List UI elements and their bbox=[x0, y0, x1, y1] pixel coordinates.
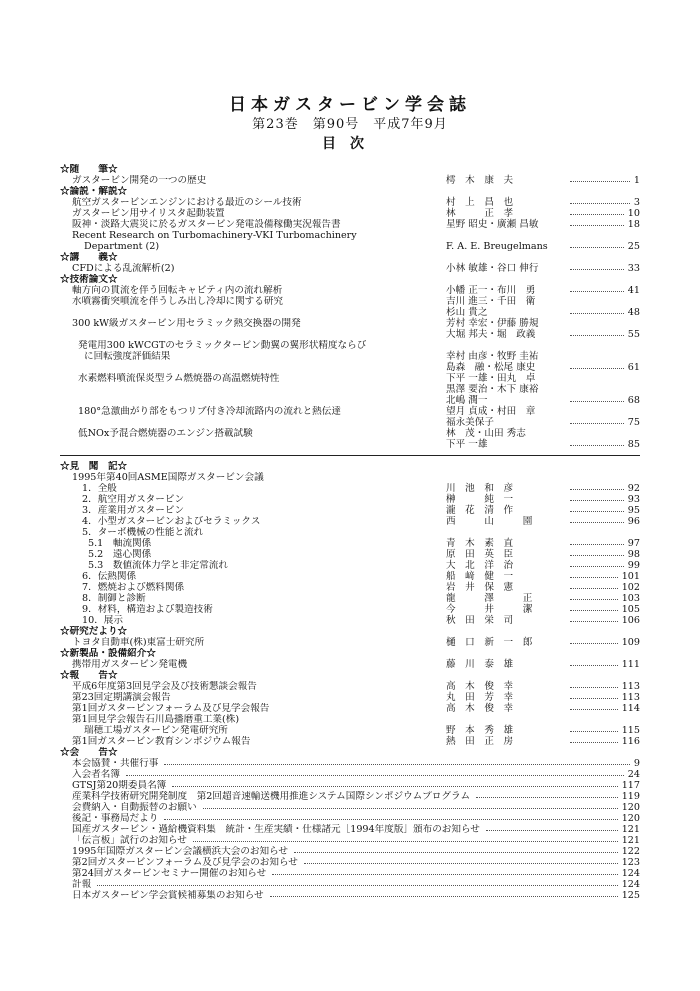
entry-author: 幸村 由彦・牧野 圭祐 bbox=[446, 351, 539, 362]
toc-entry bbox=[60, 472, 640, 483]
toc-entry bbox=[60, 516, 640, 527]
toc-heading: 目次 bbox=[322, 136, 378, 152]
section-heading-text: ☆論説・解説☆ bbox=[60, 186, 128, 197]
dot-leader bbox=[566, 604, 622, 615]
entry-page: 92 bbox=[627, 483, 640, 494]
toc-entry bbox=[60, 879, 640, 890]
entry-author: 星野 昭史・廣瀬 昌敏 bbox=[446, 219, 539, 230]
entry-page: 85 bbox=[627, 439, 640, 450]
toc-entry bbox=[60, 824, 640, 835]
entry-title bbox=[72, 307, 442, 318]
entry-page: 68 bbox=[627, 395, 640, 406]
section-heading bbox=[60, 186, 640, 197]
toc-entry bbox=[60, 417, 640, 428]
entry-author: 瀧 花 清 作 bbox=[446, 505, 514, 516]
entry-author: 榊 純 一 bbox=[446, 494, 514, 505]
entry-title: 平成6年度第3回見学会及び技術懇談会報告 bbox=[72, 681, 257, 692]
toc-entry bbox=[60, 175, 640, 186]
entry-author: 樋 口 新 一 郎 bbox=[446, 637, 533, 648]
toc-entry bbox=[60, 307, 640, 318]
dot-leader bbox=[122, 769, 628, 780]
entry-title: 国産ガスタービン・過給機資料集 統計・生産実績・仕様諸元［1994年度版］頒布のお知らせ bbox=[72, 824, 480, 835]
entry-author: 杉山 貴之 bbox=[446, 307, 488, 318]
entry-title: Department (2) bbox=[84, 241, 160, 252]
entry-page: 124 bbox=[621, 879, 640, 890]
toc-entry bbox=[60, 835, 640, 846]
entry-title bbox=[72, 439, 442, 450]
dot-leader bbox=[566, 219, 628, 230]
entry-page: 111 bbox=[621, 659, 640, 670]
entry-author: 今 井 潔 bbox=[446, 604, 533, 615]
toc-entry bbox=[60, 868, 640, 879]
toc-entry bbox=[60, 769, 640, 780]
entry-title: 1995年国際ガスタービン会議横浜大会のお知らせ bbox=[72, 846, 289, 857]
entry-page: 25 bbox=[627, 241, 640, 252]
entry-title bbox=[72, 384, 442, 395]
entry-page: 113 bbox=[621, 681, 640, 692]
entry-author: 藤 川 泰 雄 bbox=[446, 659, 514, 670]
entry-author: 島森 融・松尾 康史 bbox=[446, 362, 536, 373]
toc-entry bbox=[60, 208, 640, 219]
entry-author: 熱 田 正 房 bbox=[446, 736, 514, 747]
toc-entry bbox=[60, 538, 640, 549]
entry-title: 第24回ガスタービンセミナー開催のお知らせ bbox=[72, 868, 267, 879]
section-heading bbox=[60, 670, 640, 681]
entry-author: 大 北 洋 治 bbox=[446, 560, 514, 571]
dot-leader bbox=[566, 549, 628, 560]
entry-page: 120 bbox=[621, 813, 640, 824]
entry-title: GTSJ第20期委員名簿 bbox=[72, 780, 167, 791]
toc-entry bbox=[60, 703, 640, 714]
entry-author: 村 上 昌 也 bbox=[446, 197, 514, 208]
dot-leader bbox=[566, 692, 622, 703]
toc-entry bbox=[60, 395, 640, 406]
dot-leader bbox=[160, 813, 621, 824]
dot-leader bbox=[482, 824, 622, 835]
section-heading bbox=[60, 648, 640, 659]
table-of-contents bbox=[60, 164, 640, 901]
entry-page: 121 bbox=[621, 824, 640, 835]
entry-page: 1 bbox=[633, 175, 640, 186]
entry-author: 川 池 和 彦 bbox=[446, 483, 514, 494]
entry-title bbox=[72, 417, 442, 428]
entry-title: 阪神・淡路大震災に於るガスタービン発電設備稼働実況報告書 bbox=[72, 219, 341, 230]
entry-page: 101 bbox=[621, 571, 640, 582]
dot-leader bbox=[566, 197, 634, 208]
entry-author: 望月 貞成・村田 章 bbox=[446, 406, 536, 417]
section-heading bbox=[60, 164, 640, 175]
entry-author: 林 茂・山田 秀志 bbox=[446, 428, 526, 439]
entry-page: 75 bbox=[627, 417, 640, 428]
dot-leader bbox=[566, 560, 628, 571]
toc-entry bbox=[60, 439, 640, 450]
entry-page: 119 bbox=[621, 791, 640, 802]
entry-title: 携帯用ガスタービン発電機 bbox=[72, 659, 188, 670]
entry-title: 発電用300 kWCGTのセラミックタービン動翼の翼形状精度ならび bbox=[78, 340, 367, 351]
entry-author: 龍 澤 正 bbox=[446, 593, 533, 604]
entry-page: 96 bbox=[627, 516, 640, 527]
entry-page: 116 bbox=[621, 736, 640, 747]
entry-page: 61 bbox=[627, 362, 640, 373]
entry-page: 102 bbox=[621, 582, 640, 593]
toc-entry bbox=[60, 296, 640, 307]
dot-leader bbox=[566, 263, 628, 274]
dot-leader bbox=[566, 395, 628, 406]
entry-page: 117 bbox=[621, 780, 640, 791]
entry-title: 航空ガスタービンエンジンにおける最近のシール技術 bbox=[72, 197, 302, 208]
entry-title: 9．材料，構造および製造技術 bbox=[82, 604, 213, 615]
entry-page: 3 bbox=[633, 197, 640, 208]
toc-entry bbox=[60, 582, 640, 593]
toc-entry bbox=[60, 890, 640, 901]
dot-leader bbox=[566, 593, 622, 604]
entry-title: 本会協賛・共催行事 bbox=[72, 758, 159, 769]
dot-leader bbox=[566, 285, 628, 296]
dot-leader bbox=[566, 241, 628, 252]
entry-title: 低NOx予混合燃焼器のエンジン搭載試験 bbox=[78, 428, 253, 439]
dot-leader bbox=[566, 417, 628, 428]
toc-entry bbox=[60, 241, 640, 252]
dot-leader bbox=[189, 835, 622, 846]
entry-title bbox=[72, 395, 442, 406]
dot-leader bbox=[566, 208, 628, 219]
toc-entry bbox=[60, 230, 640, 241]
entry-author: 芳村 幸宏・伊藤 勝規 bbox=[446, 318, 539, 329]
dot-leader bbox=[566, 703, 622, 714]
toc-entry bbox=[60, 604, 640, 615]
entry-author: 船 﨑 健 一 bbox=[446, 571, 514, 582]
entry-title: 計報 bbox=[72, 879, 92, 890]
entry-title: CFDによる乱流解析(2) bbox=[72, 263, 175, 274]
entry-title: 5.3 数値流体力学と非定常流れ bbox=[88, 560, 228, 571]
toc-entry bbox=[60, 362, 640, 373]
entry-title: 「伝言板」試行のお知らせ bbox=[72, 835, 187, 846]
entry-page: 24 bbox=[627, 769, 640, 780]
dot-leader bbox=[566, 637, 622, 648]
entry-page: 113 bbox=[621, 692, 640, 703]
toc-entry bbox=[60, 505, 640, 516]
toc-entry bbox=[60, 846, 640, 857]
dot-leader bbox=[566, 494, 628, 505]
entry-author: 青 木 素 直 bbox=[446, 538, 514, 549]
entry-author: 丸 田 芳 幸 bbox=[446, 692, 514, 703]
toc-entry bbox=[60, 615, 640, 626]
toc-entry bbox=[60, 593, 640, 604]
entry-title: 10．展示 bbox=[82, 615, 123, 626]
section-heading-text: ☆見 聞 記☆ bbox=[60, 461, 128, 472]
entry-title: 軸方向の貫流を伴う回転キャビティ内の流れ解析 bbox=[72, 285, 283, 296]
toc-entry bbox=[60, 681, 640, 692]
dot-leader bbox=[472, 791, 622, 802]
section-heading-text: ☆会 告☆ bbox=[60, 747, 118, 758]
entry-author: 原 田 英 臣 bbox=[446, 549, 514, 560]
dot-leader bbox=[566, 362, 628, 373]
entry-title: Recent Research on Turbomachinery-VKI Turbomachinery bbox=[72, 230, 357, 241]
entry-title: 5.1 軸流関係 bbox=[88, 538, 152, 549]
entry-page: 114 bbox=[621, 703, 640, 714]
entry-page: 120 bbox=[621, 802, 640, 813]
toc-entry bbox=[60, 780, 640, 791]
entry-author: 岩 井 保 憲 bbox=[446, 582, 514, 593]
entry-author: 下平 一雄・田丸 卓 bbox=[446, 373, 536, 384]
issue-info: 第23巻 第90号 平成7年9月 bbox=[252, 117, 448, 132]
toc-entry bbox=[60, 219, 640, 230]
dot-leader bbox=[566, 571, 622, 582]
entry-page: 121 bbox=[621, 835, 640, 846]
dot-leader bbox=[566, 175, 634, 186]
section-rule bbox=[60, 450, 640, 461]
toc-entry bbox=[60, 285, 640, 296]
entry-author: F. A. E. Breugelmans bbox=[446, 241, 548, 252]
entry-title: 4．小型ガスタービンおよびセラミックス bbox=[82, 516, 261, 527]
entry-title bbox=[72, 329, 442, 340]
toc-entry bbox=[60, 428, 640, 439]
dot-leader bbox=[300, 857, 622, 868]
entry-page: 122 bbox=[621, 846, 640, 857]
section-heading bbox=[60, 747, 640, 758]
dot-leader bbox=[160, 758, 634, 769]
toc-entry bbox=[60, 351, 640, 362]
toc-entry bbox=[60, 571, 640, 582]
entry-title: 第1回見学会報告石川島播磨重工業(株) bbox=[72, 714, 240, 725]
entry-page: 124 bbox=[621, 868, 640, 879]
entry-title: 第1回ガスタービンフォーラム及び見学会報告 bbox=[72, 703, 270, 714]
dot-leader bbox=[168, 780, 621, 791]
dot-leader bbox=[566, 681, 622, 692]
section-heading-text: ☆技術論文☆ bbox=[60, 274, 118, 285]
entry-page: 115 bbox=[621, 725, 640, 736]
toc-entry bbox=[60, 736, 640, 747]
dot-leader bbox=[566, 329, 628, 340]
entry-title: 日本ガスタービン学会賞候補募集のお知らせ bbox=[72, 890, 264, 901]
entry-page: 93 bbox=[627, 494, 640, 505]
entry-author: 下平 一雄 bbox=[446, 439, 488, 450]
toc-entry bbox=[60, 318, 640, 329]
entry-title: 水素燃料噴流保炎型ラム燃焼器の高温燃焼特性 bbox=[78, 373, 280, 384]
entry-title bbox=[72, 362, 442, 373]
toc-entry bbox=[60, 560, 640, 571]
entry-title: 3．産業用ガスタービン bbox=[82, 505, 185, 516]
entry-page: 109 bbox=[621, 637, 640, 648]
entry-author: 高 木 俊 幸 bbox=[446, 703, 514, 714]
entry-title: ガスタービン用サイリスタ起動装置 bbox=[72, 208, 225, 219]
dot-leader bbox=[566, 516, 628, 527]
dot-leader bbox=[566, 659, 622, 670]
section-heading-text: ☆報 告☆ bbox=[60, 670, 118, 681]
entry-author: 黒澤 要治・木下 康裕 bbox=[446, 384, 539, 395]
toc-entry bbox=[60, 527, 640, 538]
section-heading-text: ☆新製品・設備紹介☆ bbox=[60, 648, 156, 659]
dot-leader bbox=[566, 582, 622, 593]
entry-page: 10 bbox=[627, 208, 640, 219]
toc-entry bbox=[60, 857, 640, 868]
toc-entry bbox=[60, 813, 640, 824]
toc-entry bbox=[60, 692, 640, 703]
section-heading bbox=[60, 274, 640, 285]
toc-entry bbox=[60, 791, 640, 802]
entry-title: 会費納入・自動振替のお願い bbox=[72, 802, 197, 813]
entry-page: 125 bbox=[621, 890, 640, 901]
entry-title: 6．伝熱関係 bbox=[82, 571, 137, 582]
toc-entry bbox=[60, 329, 640, 340]
toc-entry bbox=[60, 659, 640, 670]
entry-page: 55 bbox=[627, 329, 640, 340]
entry-title: 1995年第40回ASME国際ガスタービン会議 bbox=[72, 472, 264, 483]
entry-author: 林 正 孝 bbox=[446, 208, 514, 219]
entry-page: 103 bbox=[621, 593, 640, 604]
dot-leader bbox=[566, 483, 628, 494]
entry-author: 福永美保子 bbox=[446, 417, 494, 428]
entry-title: 5．ターボ機械の性能と流れ bbox=[82, 527, 204, 538]
entry-title: トヨタ自動車(株)東富士研究所 bbox=[72, 637, 205, 648]
entry-title: 8．制御と診断 bbox=[82, 593, 146, 604]
entry-page: 95 bbox=[627, 505, 640, 516]
entry-title: 水噴霧衝突噴流を伴うしみ出し冷却に関する研究 bbox=[72, 296, 284, 307]
dot-leader bbox=[199, 802, 622, 813]
entry-title: 第1回ガスタービン教育シンポジウム報告 bbox=[72, 736, 251, 747]
entry-title: 第2回ガスタービンフォーラム及び見学会のお知らせ bbox=[72, 857, 298, 868]
dot-leader bbox=[566, 505, 628, 516]
section-heading-text: ☆講 義☆ bbox=[60, 252, 118, 263]
entry-author: 樗 木 康 夫 bbox=[446, 175, 514, 186]
entry-title: 5.2 遠心関係 bbox=[88, 549, 152, 560]
entry-title: 1．全般 bbox=[82, 483, 117, 494]
dot-leader bbox=[290, 846, 622, 857]
toc-entry bbox=[60, 714, 640, 725]
dot-leader bbox=[566, 725, 622, 736]
entry-author: 西 山 園 bbox=[446, 516, 533, 527]
entry-author: 秋 田 栄 司 bbox=[446, 615, 514, 626]
entry-page: 98 bbox=[627, 549, 640, 560]
toc-entry bbox=[60, 384, 640, 395]
entry-title: 後記・事務局だより bbox=[72, 813, 159, 824]
toc-entry bbox=[60, 549, 640, 560]
section-heading bbox=[60, 252, 640, 263]
toc-entry bbox=[60, 340, 640, 351]
dot-leader bbox=[566, 736, 622, 747]
toc-entry bbox=[60, 373, 640, 384]
toc-entry bbox=[60, 263, 640, 274]
toc-entry bbox=[60, 406, 640, 417]
dot-leader bbox=[566, 538, 628, 549]
toc-entry bbox=[60, 483, 640, 494]
entry-author: 北嶋 潤一 bbox=[446, 395, 488, 406]
section-heading bbox=[60, 461, 640, 472]
entry-author: 吉川 進三・千田 衛 bbox=[446, 296, 536, 307]
entry-author: 高 木 俊 幸 bbox=[446, 681, 514, 692]
dot-leader bbox=[566, 307, 628, 318]
entry-page: 18 bbox=[627, 219, 640, 230]
entry-author: 大堀 邦夫・堀 政義 bbox=[446, 329, 536, 340]
dot-leader bbox=[266, 890, 622, 901]
entry-page: 99 bbox=[627, 560, 640, 571]
entry-title: 300 kW級ガスタービン用セラミック熱交換器の開発 bbox=[72, 318, 301, 329]
entry-page: 48 bbox=[627, 307, 640, 318]
section-heading-text: ☆随 筆☆ bbox=[60, 164, 118, 175]
entry-title: 産業科学技術研究開発制度 第2回超音速輸送機用推進システム国際シンポジウムプログラム bbox=[72, 791, 471, 802]
entry-page: 123 bbox=[621, 857, 640, 868]
entry-title: 2．航空用ガスタービン bbox=[82, 494, 185, 505]
journal-title: 日本ガスタービン学会誌 bbox=[229, 95, 471, 115]
entry-author: 小林 敏雄・谷口 伸行 bbox=[446, 263, 539, 274]
divider bbox=[60, 455, 640, 456]
dot-leader bbox=[566, 615, 622, 626]
toc-entry bbox=[60, 725, 640, 736]
section-heading-text: ☆研究だより☆ bbox=[60, 626, 128, 637]
section-heading bbox=[60, 626, 640, 637]
entry-title: 7．燃焼および燃料関係 bbox=[82, 582, 185, 593]
entry-title: 入会者名簿 bbox=[72, 769, 120, 780]
toc-entry bbox=[60, 637, 640, 648]
entry-page: 97 bbox=[627, 538, 640, 549]
entry-title: 180°急激曲がり部をもつリブ付き冷却流路内の流れと熱伝達 bbox=[78, 406, 341, 417]
entry-title: 瑞穂工場ガスタービン発電研究所 bbox=[84, 725, 228, 736]
entry-author: 野 本 秀 雄 bbox=[446, 725, 514, 736]
entry-page: 33 bbox=[627, 263, 640, 274]
dot-leader bbox=[566, 439, 628, 450]
toc-entry bbox=[60, 197, 640, 208]
toc-entry bbox=[60, 494, 640, 505]
entry-page: 9 bbox=[633, 758, 640, 769]
entry-page: 106 bbox=[621, 615, 640, 626]
entry-page: 105 bbox=[621, 604, 640, 615]
dot-leader bbox=[93, 879, 622, 890]
toc-entry bbox=[60, 758, 640, 769]
entry-author: 小幡 正一・布川 勇 bbox=[446, 285, 536, 296]
entry-title: に回転強度評価結果 bbox=[84, 351, 171, 362]
dot-leader bbox=[268, 868, 621, 879]
entry-title: 第23回定期講演会報告 bbox=[72, 692, 171, 703]
entry-page: 41 bbox=[627, 285, 640, 296]
entry-title: ガスタービン開発の一つの歴史 bbox=[72, 175, 207, 186]
toc-entry bbox=[60, 802, 640, 813]
